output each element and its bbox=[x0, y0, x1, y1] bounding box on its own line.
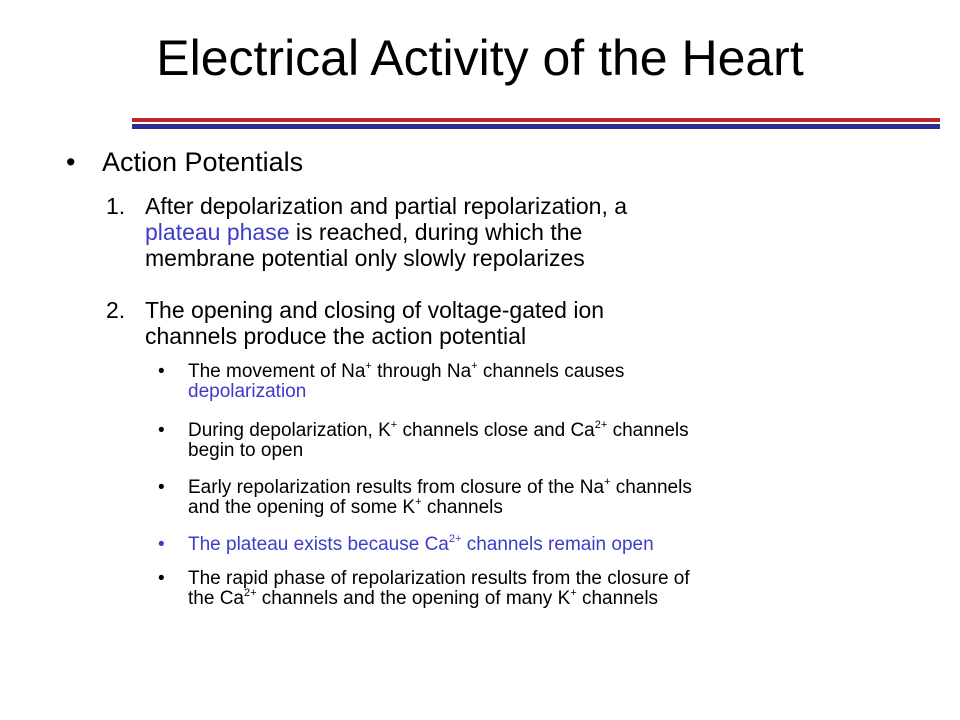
text-run: The plateau exists because Ca bbox=[188, 534, 449, 555]
bullet-marker: • bbox=[66, 147, 76, 177]
title-underline-red bbox=[132, 118, 940, 122]
text-run: channels close and Ca bbox=[397, 420, 595, 441]
highlight-term: depolarization bbox=[188, 381, 307, 402]
text-run: The movement of Na bbox=[188, 361, 366, 382]
item-text bbox=[145, 193, 945, 271]
sub-bullet-text bbox=[188, 475, 908, 518]
text-run: through Na bbox=[371, 361, 472, 382]
item-line-text: is reached, during which the bbox=[289, 219, 583, 245]
superscript: + bbox=[390, 418, 398, 431]
sub-line bbox=[188, 495, 908, 518]
sub-line: begin to open bbox=[188, 440, 304, 461]
item-text bbox=[145, 297, 945, 349]
sub-bullet-marker: • bbox=[158, 534, 165, 555]
text-run: and the opening of some K bbox=[188, 497, 416, 518]
superscript: + bbox=[415, 495, 422, 508]
sub-line bbox=[188, 532, 908, 555]
superscript: 2+ bbox=[448, 532, 462, 545]
item-number: 1. bbox=[106, 193, 126, 219]
item-line bbox=[145, 219, 945, 245]
text-run: channels bbox=[610, 477, 692, 498]
sub-bullet-marker: • bbox=[158, 361, 165, 382]
text-run: channels remain open bbox=[461, 534, 654, 555]
item-line: The opening and closing of voltage-gated ion bbox=[145, 297, 605, 323]
superscript: + bbox=[604, 475, 611, 488]
item-line: After depolarization and partial repolarization, a bbox=[145, 193, 628, 219]
superscript: 2+ bbox=[594, 418, 608, 431]
sub-bullet-text bbox=[188, 569, 908, 609]
item-number: 2. bbox=[106, 297, 126, 323]
text-run: channels bbox=[421, 497, 503, 518]
sub-line: The rapid phase of repolarization results from the closure of bbox=[188, 568, 690, 589]
highlight-term: plateau phase bbox=[145, 219, 290, 245]
sub-line bbox=[188, 586, 908, 609]
slide-title: Electrical Activity of the Heart bbox=[156, 30, 804, 86]
title-underline-blue bbox=[132, 124, 940, 129]
text-run: During depolarization, K bbox=[188, 420, 391, 441]
main-bullet-text: Action Potentials bbox=[102, 147, 304, 177]
text-run: Early repolarization results from closure of the Na bbox=[188, 477, 605, 498]
superscript: + bbox=[570, 586, 577, 599]
sub-bullet-text bbox=[188, 418, 908, 461]
sub-bullet-text bbox=[188, 532, 908, 555]
superscript: + bbox=[365, 359, 372, 372]
sub-bullet-marker: • bbox=[158, 420, 165, 441]
text-run: channels causes bbox=[477, 361, 625, 382]
text-run: channels and the opening of many K bbox=[256, 588, 571, 609]
sub-line bbox=[188, 359, 908, 382]
sub-bullet-marker: • bbox=[158, 477, 165, 498]
superscript: 2+ bbox=[243, 586, 257, 599]
sub-bullet-text bbox=[188, 359, 908, 402]
sub-line bbox=[188, 418, 908, 441]
item-line: membrane potential only slowly repolarizes bbox=[145, 245, 585, 271]
item-line: channels produce the action potential bbox=[145, 323, 527, 349]
text-run: channels bbox=[576, 588, 659, 609]
text-run: channels bbox=[607, 420, 689, 441]
sub-bullet-marker: • bbox=[158, 568, 165, 589]
text-run: the Ca bbox=[188, 588, 244, 609]
sub-line bbox=[188, 475, 908, 498]
superscript: + bbox=[471, 359, 478, 372]
